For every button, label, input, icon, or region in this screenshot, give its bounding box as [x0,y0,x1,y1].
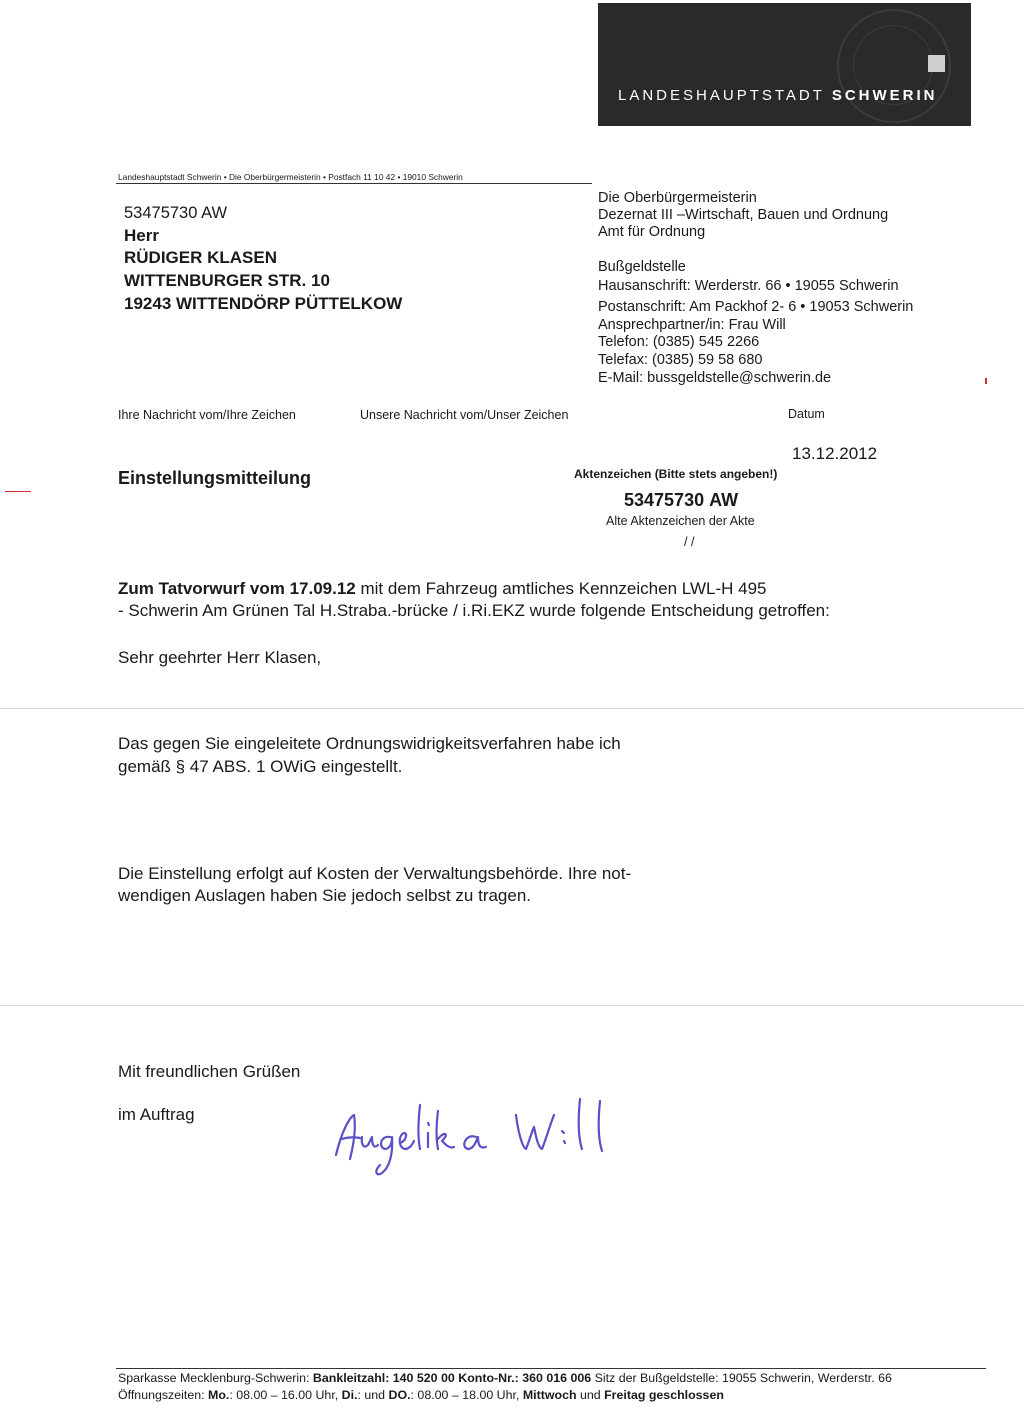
old-file-number-label: Alte Aktenzeichen der Akte [606,514,755,528]
footer-blz: Bankleitzahl: 140 520 00 [312,1371,455,1385]
footer-do-hours: : 08.00 – 18.00 Uhr, [410,1388,523,1402]
your-message-label: Ihre Nachricht vom/Ihre Zeichen [118,408,296,422]
subject-heading: Einstellungsmitteilung [118,468,312,488]
footer-bank-line [118,1371,892,1385]
fold-line-1 [0,708,1024,709]
sender-line-3: Amt für Ordnung [598,224,706,240]
sender-office: Bußgeldstelle [598,259,686,275]
recipient-street: WITTENBURGER STR. 10 [124,271,330,290]
date-value: 13.12.2012 [792,444,878,463]
footer-mo-hours: : 08.00 – 16.00 Uhr, [229,1388,342,1402]
file-number-main: 53475730 [624,490,705,510]
file-number [624,490,738,511]
recipient-name: RÜDIGER KLASEN [124,248,278,267]
footer-konto: Konto-Nr.: 360 016 006 [454,1371,592,1385]
logo-square-icon [928,55,945,72]
footer-and2: und [576,1388,605,1402]
margin-tick [985,378,987,384]
offense-line [118,579,766,599]
logo-city-name: SCHWERIN [831,87,938,104]
sender-line-2: Dezernat III –Wirtschaft, Bauen und Ordnung [598,207,889,223]
return-address-divider [116,183,592,184]
on-behalf: im Auftrag [118,1105,195,1124]
footer-mo: Mo. [208,1388,230,1402]
date-label: Datum [788,407,825,421]
sender-house-address: Hausanschrift: Werderstr. 66 • 19055 Schwerin [598,278,899,294]
footer-fri: Freitag geschlossen [604,1388,724,1402]
para1-line2: gemäß § 47 ABS. 1 OWiG eingestellt. [118,757,403,776]
footer-hours-label: Öffnungszeiten: [118,1388,209,1402]
footer-do: DO. [388,1388,411,1402]
recipient-city: 19243 WITTENDÖRP PÜTTELKOW [124,294,403,313]
footer-di: Di. [341,1388,358,1402]
sender-postal-address: Postanschrift: Am Packhof 2- 6 • 19053 Schwerin [598,299,914,315]
signature-image [328,1075,638,1190]
file-number-suffix: AW [709,490,739,510]
logo-text [618,87,938,104]
letterhead-logo [598,3,971,126]
footer-and: : und [357,1388,389,1402]
offense-location: - Schwerin Am Grünen Tal H.Straba.-brücke / i.Ri.EKZ wurde folgende Entscheidung getroffen: [118,601,830,620]
offense-date: Zum Tatvorwurf vom 17.09.12 [118,579,356,598]
para2-line1: Die Einstellung erfolgt auf Kosten der Verwaltungsbehörde. Ihre not- [118,864,632,883]
footer-divider [116,1368,986,1369]
fold-line-2 [0,1005,1024,1006]
footer-hours-line [118,1388,724,1402]
para2-line2: wendigen Auslagen haben Sie jedoch selbst zu tragen. [118,886,532,905]
sender-fax: Telefax: (0385) 59 58 680 [598,352,763,368]
our-message-label: Unsere Nachricht vom/Unser Zeichen [360,408,569,422]
footer-wed: Mittwoch [522,1388,577,1402]
closing: Mit freundlichen Grüßen [118,1062,301,1081]
sender-line-1: Die Oberbürgermeisterin [598,190,757,206]
offense-vehicle: mit dem Fahrzeug amtliches Kennzeichen LWL-H 495 [355,579,767,598]
logo-city-prefix: LANDESHAUPTSTADT [618,87,825,104]
sender-contact: Ansprechpartner/in: Frau Will [598,317,786,333]
old-file-number-value: / / [684,535,695,549]
footer-bank-name: Sparkasse Mecklenburg-Schwerin: [118,1371,313,1385]
greeting: Sehr geehrter Herr Klasen, [118,648,322,667]
file-number-label: Aktenzeichen (Bitte stets angeben!) [574,467,778,481]
margin-mark [5,491,31,492]
return-address: Landeshauptstadt Schwerin • Die Oberbürgermeisterin • Postfach 11 10 42 • 19010 Schwerin [118,172,463,182]
recipient-salutation: Herr [124,226,159,245]
sender-email: E-Mail: bussgeldstelle@schwerin.de [598,370,832,386]
sender-phone: Telefon: (0385) 545 2266 [598,334,760,350]
footer-seat: Sitz der Bußgeldstelle: 19055 Schwerin, Werderstr. 66 [591,1371,892,1385]
para1-line1: Das gegen Sie eingeleitete Ordnungswidrigkeitsverfahren habe ich [118,734,621,753]
recipient-ref: 53475730 AW [124,204,228,222]
